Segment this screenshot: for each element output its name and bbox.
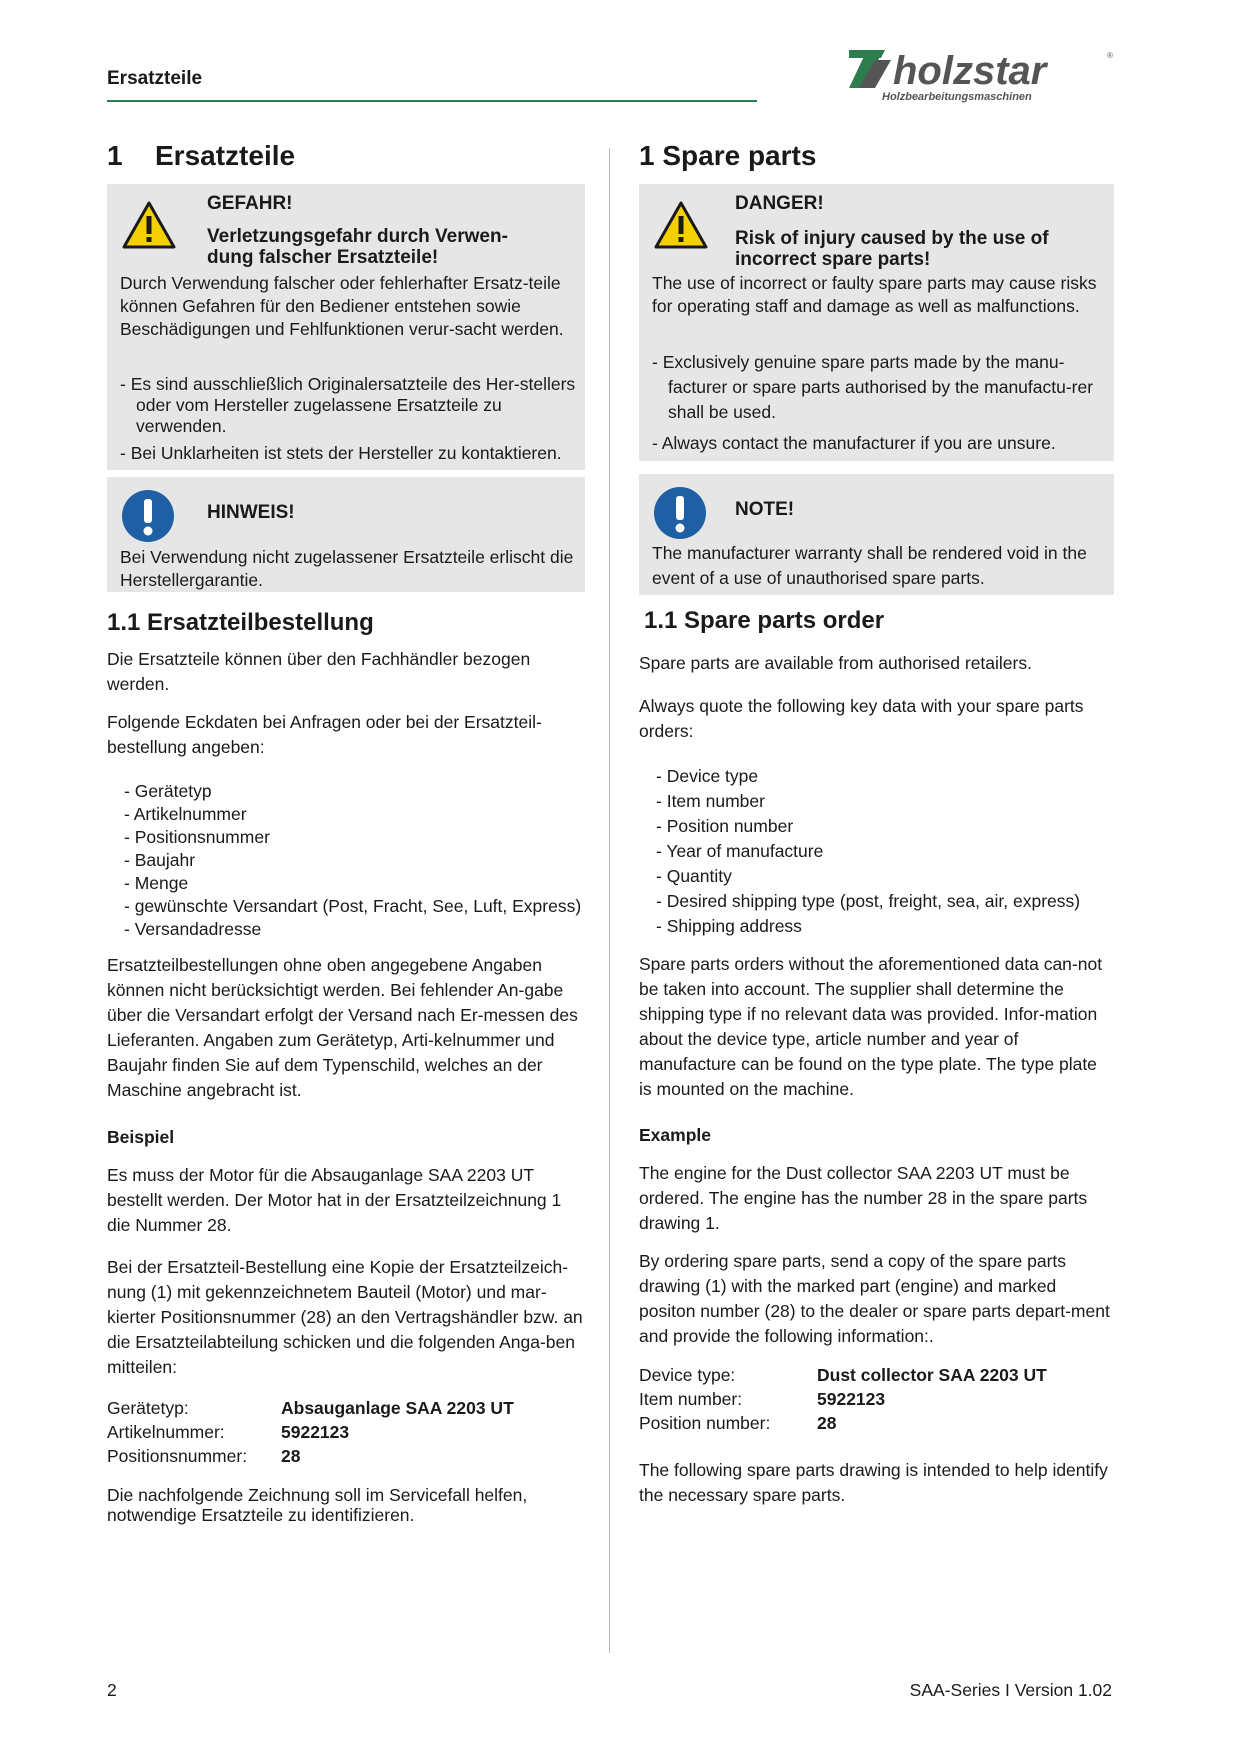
list-item: - Menge <box>124 872 581 895</box>
order-details <box>107 1396 585 1470</box>
list-item: - Year of manufacture <box>656 839 1080 864</box>
section-number: 1 <box>107 140 123 171</box>
column-divider <box>609 148 610 1653</box>
logo-subtitle: Holzbearbeitungsmaschinen <box>882 91 1032 103</box>
detail-key: Positionsnummer: <box>107 1446 248 1466</box>
danger-bullets <box>120 374 577 470</box>
list-item: - Shipping address <box>656 914 1080 939</box>
danger-title: DANGER! <box>735 193 824 214</box>
paragraph: The following spare parts drawing is intended to help identify the necessary spare parts. <box>639 1460 1108 1505</box>
subsection-title: 1.1 Ersatzteilbestellung <box>107 609 374 636</box>
list-item: - Gerätetyp <box>124 780 581 803</box>
list-item: - Item number <box>656 789 1080 814</box>
danger-bullet: - Es sind ausschließlich Originalersatzteile des Her-stellers oder vom Hersteller zugelassene Ersatzteile zu verwenden. <box>120 374 577 437</box>
list-item: - Desired shipping type (post, freight, sea, air, express) <box>656 889 1080 914</box>
section-title: 1 Spare parts <box>639 140 817 171</box>
danger-box <box>639 184 1114 461</box>
paragraph: Folgende Eckdaten bei Anfragen oder bei der Ersatzteil-bestellung angeben: <box>107 712 542 757</box>
detail-value: 28 <box>281 1446 301 1466</box>
danger-title: GEFAHR! <box>207 193 293 214</box>
detail-value: 28 <box>817 1413 837 1433</box>
note-title: HINWEIS! <box>207 502 295 523</box>
svg-text:®: ® <box>1107 51 1113 60</box>
paragraph: Ersatzteilbestellungen ohne oben angegebene Angaben können nicht berücksichtigt werden. Bei fehlender An-gabe über die Versandart erfolgt der Versand nach Er-messen des Lieferanten. Angaben zum Gerätetyp, Arti-kelnummer und Baujahr finden Sie auf dem Typenschild, welches an der Maschine angebracht ist. <box>107 955 578 1100</box>
danger-bullet: - Bei Unklarheiten ist stets der Hersteller zu kontaktieren. <box>120 443 577 464</box>
detail-key: Artikelnummer: <box>107 1422 225 1442</box>
note-title: NOTE! <box>735 499 795 520</box>
key-data-list <box>124 780 581 941</box>
danger-bullets <box>652 350 1106 462</box>
detail-key: Position number: <box>639 1413 771 1433</box>
list-item: - gewünschte Versandart (Post, Fracht, See, Luft, Express) <box>124 895 581 918</box>
danger-box <box>107 184 585 470</box>
exclamation-icon <box>653 486 707 540</box>
header-title: Ersatzteile <box>107 68 203 89</box>
paragraph: By ordering spare parts, send a copy of the spare parts drawing (1) with the marked part (engine) and marked positon number (28) to the dealer or spare parts depart-ment and provide the following information:. <box>639 1251 1110 1346</box>
logo-wordmark: holzstar <box>893 49 1047 93</box>
paragraph: Always quote the following key data with your spare parts orders: <box>639 696 1084 741</box>
danger-bullet: - Always contact the manufacturer if you are unsure. <box>652 431 1106 456</box>
paragraph: Bei der Ersatzteil-Bestellung eine Kopie der Ersatzteilzeich-nung (1) mit gekennzeichnetem Bauteil (Motor) und mar-kierter Positionsnummer (28) an den Vertragshändler bzw. an die Ersatzteilabteilung schicken und die folgenden Anga-ben mitteilen: <box>107 1257 583 1377</box>
warning-icon <box>653 200 709 250</box>
paragraph: The engine for the Dust collector SAA 2203 UT must be ordered. The engine has the number 28 in the spare parts drawing 1. <box>639 1163 1088 1233</box>
note-text: Bei Verwendung nicht zugelassener Ersatzteile erlischt die Herstellergarantie. <box>120 547 574 590</box>
exclamation-icon <box>121 489 175 543</box>
detail-value: 5922123 <box>281 1422 350 1442</box>
detail-key: Item number: <box>639 1389 743 1409</box>
paragraph: Es muss der Motor für die Absauganlage SAA 2203 UT bestellt werden. Der Motor hat in der Ersatzteilzeichnung 1 die Nummer 28. <box>107 1165 562 1235</box>
detail-value: 5922123 <box>817 1389 886 1409</box>
danger-text: Durch Verwendung falscher oder fehlerhafter Ersatz-teile können Gefahren für den Bediener entstehen sowie Beschädigungen und Fehlfunktionen verur-sacht werden. <box>120 273 564 339</box>
document-version: SAA-Series I Version 1.02 <box>909 1680 1112 1700</box>
subsection-title: 1.1 Spare parts order <box>644 607 885 634</box>
key-data-list <box>656 764 1080 939</box>
list-item: - Quantity <box>656 864 1080 889</box>
danger-subtitle: Risk of injury caused by the use of incorrect spare parts! <box>735 228 1049 270</box>
note-box <box>639 474 1114 595</box>
detail-value: Absauganlage SAA 2203 UT <box>281 1398 514 1418</box>
list-item: - Device type <box>656 764 1080 789</box>
example-heading: Beispiel <box>107 1127 175 1147</box>
danger-bullet: - Exclusively genuine spare parts made by the manu-facturer or spare parts authorised by the manufactu-rer shall be used. <box>652 350 1106 425</box>
danger-subtitle: Verletzungsgefahr durch Verwen-dung falscher Ersatzteile! <box>207 226 508 268</box>
page-number: 2 <box>107 1680 117 1700</box>
paragraph: Die Ersatzteile können über den Fachhändler bezogen werden. <box>107 649 531 694</box>
note-text: The manufacturer warranty shall be rendered void in the event of a use of unauthorised spare parts. <box>652 543 1087 588</box>
header-rule <box>107 100 757 102</box>
list-item: - Baujahr <box>124 849 581 872</box>
order-details <box>639 1363 1114 1437</box>
list-item: - Position number <box>656 814 1080 839</box>
list-item: - Artikelnummer <box>124 803 581 826</box>
detail-value: Dust collector SAA 2203 UT <box>817 1365 1047 1385</box>
section-title: Ersatzteile <box>155 140 296 171</box>
paragraph: Die nachfolgende Zeichnung soll im Servicefall helfen, notwendige Ersatzteile zu identifizieren. <box>107 1485 528 1525</box>
warning-icon <box>121 200 177 250</box>
detail-key: Gerätetyp: <box>107 1398 189 1418</box>
detail-key: Device type: <box>639 1365 736 1385</box>
note-box <box>107 477 585 592</box>
paragraph: Spare parts are available from authorised retailers. <box>639 653 1032 673</box>
list-item: - Versandadresse <box>124 918 581 941</box>
paragraph: Spare parts orders without the aforementioned data can-not be taken into account. The supplier shall determine the shipping type if no relevant data was provided. Infor-mation about the device type, article number and year of manufacture can be found on the type plate. The type plate is mounted on the machine. <box>639 954 1103 1099</box>
danger-text: The use of incorrect or faulty spare parts may cause risks for operating staff and damage as well as malfunctions. <box>652 273 1097 316</box>
example-heading: Example <box>639 1125 711 1145</box>
list-item: - Positionsnummer <box>124 826 581 849</box>
